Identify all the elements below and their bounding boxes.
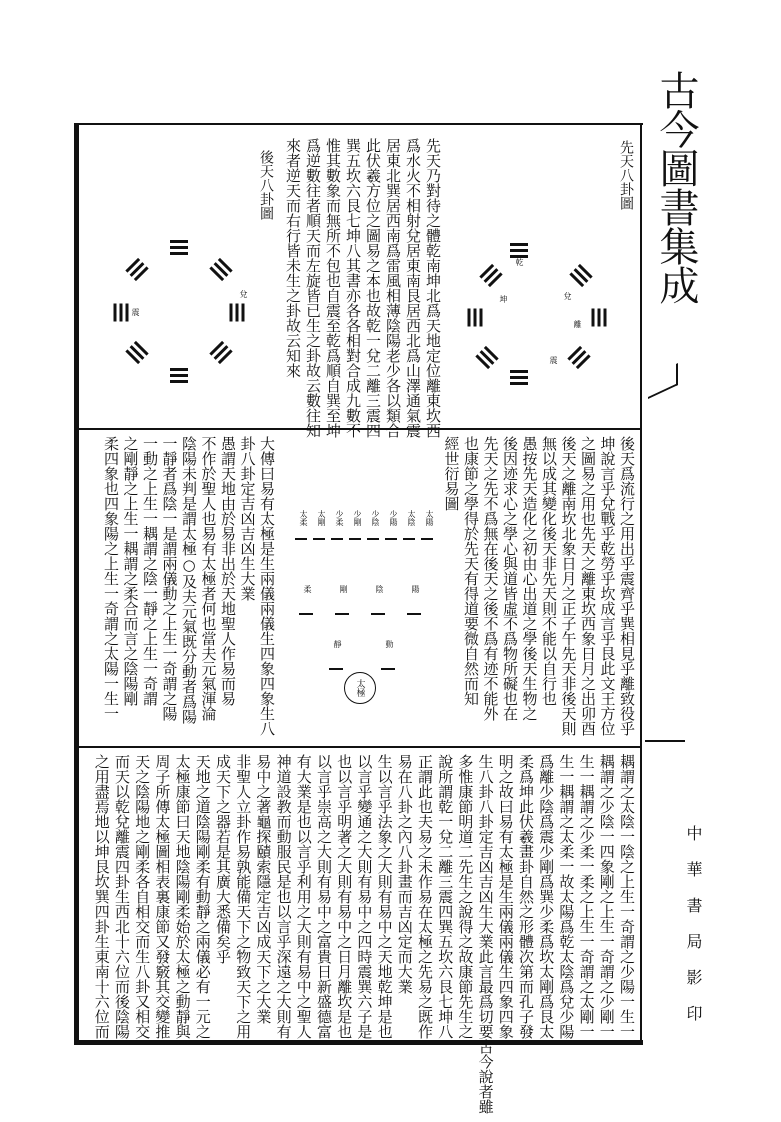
text-column: 易中之著龜探賾索隱定吉凶成天下之大業 bbox=[254, 754, 273, 1024]
text-column: 而天以乾兌離震四卦生西北十六位而後陰陽 bbox=[113, 754, 131, 1039]
text-column: 有大業是也以言乎利用之大則有易中之聖人 bbox=[294, 754, 313, 1039]
text-column: 之圖易之用也先天之離東坎西象日月之出卯酉 bbox=[579, 436, 597, 736]
text-column: 之剛靜之上生一耦謂之柔合而言之陰陽剛 bbox=[121, 436, 140, 706]
text-column: 說所謂乾一兌二離三震四巽五坎六艮七坤八 bbox=[436, 754, 455, 1039]
text-column: 柔四象也四象陽之上生一奇謂之太陽一生一 bbox=[102, 436, 120, 721]
trigram-zhen-icon bbox=[114, 304, 129, 322]
text-column: 大傳曰易有太極是生兩儀兩儀生四象四象生八 bbox=[258, 436, 276, 736]
text-column: 先天之先不爲無在後天之後不爲有迹不能外 bbox=[481, 436, 500, 721]
yao-line bbox=[381, 668, 395, 670]
xiantian-mark: 坤 bbox=[499, 295, 508, 303]
text-column: 非聖人立卦作易孰能備天下之物致天下之用 bbox=[234, 754, 253, 1039]
text-column: 柔爲坤此伏羲畫卦自然之形體次第而孔子發 bbox=[517, 754, 535, 1039]
text-column: 愚謂天地由於易非出於天地聖人作易而易 bbox=[219, 436, 237, 706]
text-column: 不作於聖人也易有太極者何也當夫元氣渾淪 bbox=[199, 436, 218, 721]
text-column: 無以成其變化後天非先天則不能以自行也 bbox=[540, 436, 558, 706]
text-column: 陰陽未判是謂太極○及夫元氣既分動者爲陽 bbox=[180, 436, 198, 724]
text-column: 爲離少陰爲震少剛爲巽少柔爲坎太剛爲艮太 bbox=[537, 754, 556, 1039]
text-column: 後天之離南坎北象日月之正子午先天非後天則 bbox=[559, 436, 578, 736]
text-column: 耦謂之太陰一陰之上生一奇謂之少陽一生一 bbox=[618, 754, 636, 1039]
text-column: 也康節之學得於先天有得道要微自然而知 bbox=[462, 436, 480, 706]
yao-line bbox=[371, 613, 385, 615]
xiantian-mark: 震 bbox=[549, 356, 558, 364]
text-column: 一動之上生一耦謂之陰一靜之上生一奇謂 bbox=[141, 436, 159, 706]
xiantian-label: 先天八卦圖 bbox=[618, 140, 634, 210]
yao-line bbox=[331, 538, 343, 540]
trigram-kun-icon bbox=[510, 370, 528, 385]
trigram-dui-icon bbox=[230, 304, 245, 322]
xiantian-mark: 離 bbox=[573, 320, 582, 328]
text-column: 坤說言乎兌戰乎乾勞乎坎成言乎艮此文王方位 bbox=[598, 436, 617, 736]
text-column: 之用盡焉地以坤艮坎巽四卦生東南十六位而 bbox=[92, 754, 111, 1039]
houtian-mark: 兌 bbox=[239, 290, 248, 298]
xiantian-mark: 兌 bbox=[563, 292, 572, 300]
trigram-li-icon bbox=[592, 309, 607, 327]
houtian-label: 後天八卦圖 bbox=[258, 150, 274, 220]
text-column: 也以言乎明著之大則有易中之日月離坎是也 bbox=[335, 754, 354, 1039]
taiji-circle bbox=[344, 672, 376, 704]
book-title: 古今圖書集成 bbox=[653, 70, 699, 304]
title-flourish bbox=[648, 363, 678, 399]
text-column: 來者逆天而右行皆未生之卦故云知來 bbox=[284, 138, 302, 378]
text-column: 居東北巽居西南爲雷風相薄陰陽老少各以類合 bbox=[384, 138, 402, 438]
text-column: 先天乃對待之體乾南坤北爲天地定位離東坎西 bbox=[424, 138, 442, 438]
text-column: 愚按先天造化之初由心出道之學後天生物之 bbox=[520, 436, 539, 721]
yao-line bbox=[349, 538, 361, 540]
text-column: 此伏羲方位之圖易之本也故乾一兌二離三震四 bbox=[364, 138, 382, 438]
text-column: 以言乎變通之大則有易中之四時震巽六子是 bbox=[355, 754, 374, 1039]
text-column: 天之陰陽地之剛柔各自相交而生八卦又相交 bbox=[133, 754, 152, 1039]
houtian-mark: 震 bbox=[131, 308, 140, 316]
yao-line bbox=[299, 613, 313, 615]
frame-right-rule bbox=[640, 123, 642, 1043]
diagram-top-label: 少柔 bbox=[335, 510, 344, 526]
diagram-mid-label: 陽 bbox=[411, 585, 420, 593]
yao-line bbox=[403, 538, 415, 540]
text-column: 後因迹求心之學心與道皆虛不爲物所礙也在 bbox=[501, 436, 519, 721]
text-column: 一靜者爲陰一是謂兩儀動之上生一奇謂之陽 bbox=[160, 436, 179, 721]
text-column: 生以言乎法象之大則有易中之天地乾坤是也 bbox=[375, 754, 394, 1039]
text-column: 巽五坎六艮七坤八其書亦各各相對合成九數不 bbox=[344, 138, 362, 438]
text-column: 天地之道陰陽剛柔有動靜之兩儀必有一元之 bbox=[193, 754, 212, 1039]
text-column: 成天下之器若是其廣大悉備矣乎 bbox=[214, 754, 232, 964]
text-column: 經世衍易圖 bbox=[442, 436, 461, 511]
diagram-top-label: 太陽 bbox=[425, 510, 434, 526]
text-column: 易在八卦之內八卦畫而吉凶定而大業 bbox=[395, 754, 414, 994]
text-column: 正謂此也夫易之未作易在太極之先易之既作 bbox=[416, 754, 434, 1039]
yao-line bbox=[329, 668, 343, 670]
text-column: 周子所傳太極圖相表裏康節又發竅其交變推 bbox=[153, 754, 172, 1039]
diagram-top-label: 少陽 bbox=[389, 510, 398, 526]
diagram-top-label: 太剛 bbox=[317, 510, 326, 526]
text-column: 以言乎崇高之大則有易中之富貴日新盛德富 bbox=[315, 754, 333, 1039]
text-column: 生一耦謂之太柔一故太陽爲乾太陰爲兌少陽 bbox=[557, 754, 576, 1039]
diagram-low-label: 靜 bbox=[333, 640, 342, 648]
yao-line bbox=[367, 538, 379, 540]
diagram-mid-label: 陰 bbox=[375, 585, 384, 593]
diagram-low-label: 動 bbox=[385, 640, 394, 648]
trigram-kan-icon bbox=[170, 368, 188, 383]
text-column: 神道設教而動服民是也以言乎深遠之大則有 bbox=[274, 754, 293, 1039]
diagram-top-label: 少剛 bbox=[353, 510, 362, 526]
diagram-top-label: 少陰 bbox=[371, 510, 380, 526]
yao-line bbox=[295, 538, 307, 540]
yao-line bbox=[385, 538, 397, 540]
text-column: 生八卦八卦定吉凶吉凶生大業此言最爲切要古今說者雖 bbox=[476, 754, 495, 1114]
text-column: 爲逆數往者順天而左旋皆已生之卦故云數往知 bbox=[304, 138, 322, 438]
band-rule bbox=[645, 740, 685, 742]
text-column: 耦謂之少陰一四象剛之上生一奇謂之少剛一 bbox=[597, 754, 616, 1039]
text-column: 後天爲流行之用出乎震齊乎巽相見乎離致役乎 bbox=[618, 436, 636, 736]
panel-divider-bottom bbox=[74, 746, 640, 748]
xiantian-mark: 乾 bbox=[515, 258, 524, 266]
yao-line bbox=[313, 538, 325, 540]
yao-line bbox=[421, 538, 433, 540]
text-column: 多惟康節明道二先生之說得之故康節先生之 bbox=[456, 754, 475, 1039]
diagram-top-label: 太陰 bbox=[407, 510, 416, 526]
diagram-top-label: 太柔 bbox=[299, 510, 308, 526]
text-column: 太極康節曰天地陰陽剛柔始於太極之動靜與 bbox=[173, 754, 192, 1039]
taiji-label: 太極 bbox=[354, 679, 365, 697]
trigram-kan-icon bbox=[468, 309, 483, 327]
diagram-mid-label: 剛 bbox=[339, 585, 348, 593]
publisher-mark: 中華書局影印 bbox=[684, 825, 703, 1041]
text-column: 明之故曰易有太極是生兩儀兩儀生四象四象 bbox=[496, 754, 515, 1039]
text-column: 卦八卦定吉凶吉凶生大業 bbox=[238, 436, 257, 601]
diagram-mid-label: 柔 bbox=[303, 585, 312, 593]
text-column: 爲水火不相射兌居東南艮居西北爲山澤通氣震 bbox=[404, 138, 422, 438]
text-column: 生一耦謂之少柔一柔之上生一奇謂之太剛一 bbox=[577, 754, 596, 1039]
trigram-li-icon bbox=[170, 240, 188, 255]
yao-line bbox=[407, 613, 421, 615]
text-column: 惟其數象而無所不包也自震至乾爲順自巽至坤 bbox=[324, 138, 342, 438]
trigram-qian-icon bbox=[510, 243, 528, 258]
yao-line bbox=[335, 613, 349, 615]
